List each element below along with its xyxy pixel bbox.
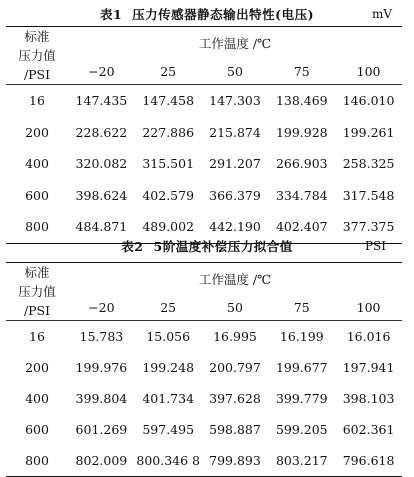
table-1-header-row: [6, 27, 402, 59]
table-2-caption-row: [0, 232, 414, 258]
column-header: 100: [356, 63, 381, 79]
cell-value: 601.269: [75, 422, 128, 437]
column-header: 100: [356, 299, 381, 315]
table-1-number: 表1: [99, 7, 123, 22]
cell-value: 228.622: [75, 124, 128, 140]
row-label: 800: [25, 453, 49, 468]
table-1-group-header: 工作温度 /℃: [198, 35, 272, 51]
cell-value: 402.407: [275, 219, 328, 235]
cell-value: 489.002: [142, 219, 195, 235]
cell-value: 15.056: [146, 329, 191, 344]
column-header: 25: [160, 299, 177, 315]
cell-value: 442.190: [209, 219, 261, 235]
table-2-header-row: [6, 263, 402, 295]
cell-value: 397.628: [209, 391, 261, 406]
cell-value: 796.618: [342, 453, 395, 468]
cell-value: 147.458: [142, 93, 195, 109]
cell-value: 16.995: [213, 329, 257, 344]
cell-value: 401.734: [142, 391, 195, 406]
cell-value: 138.469: [275, 93, 328, 109]
cell-value: 315.501: [142, 156, 195, 172]
cell-value: 16.016: [346, 329, 391, 344]
column-header: −20: [88, 63, 115, 79]
table-row: [6, 414, 402, 445]
cell-value: 334.784: [275, 187, 328, 203]
table-1-caption: [0, 5, 414, 23]
row-header-line: 压力值: [18, 284, 56, 299]
cell-value: 803.217: [275, 453, 328, 468]
row-label: 16: [29, 93, 45, 109]
row-label: 200: [25, 360, 49, 375]
cell-value: 377.375: [342, 219, 395, 235]
row-header-line: 压力值: [18, 48, 56, 63]
cell-value: 258.325: [342, 156, 395, 172]
cell-value: 399.779: [275, 391, 328, 406]
row-header-line: /PSI: [23, 303, 51, 318]
cell-value: 197.941: [342, 360, 395, 375]
table-1-unit: mV: [371, 7, 392, 21]
cell-value: 199.248: [142, 360, 195, 375]
cell-value: 266.903: [275, 156, 328, 172]
table-row: [6, 321, 402, 353]
table-row: [6, 445, 402, 477]
row-label: 16: [29, 329, 45, 344]
table-1-row-header: [6, 27, 68, 85]
table-row: [6, 180, 402, 212]
cell-value: 800.346 8: [136, 453, 200, 468]
table-2: [6, 262, 402, 477]
cell-value: 199.677: [275, 360, 328, 375]
cell-value: 799.893: [209, 453, 261, 468]
column-header: −20: [88, 299, 115, 315]
table-2-unit: PSI: [364, 239, 386, 253]
cell-value: 320.082: [75, 156, 128, 172]
cell-value: 402.579: [142, 187, 195, 203]
cell-value: 199.976: [75, 360, 128, 375]
cell-value: 802.009: [75, 453, 128, 468]
cell-value: 16.199: [279, 329, 324, 344]
row-label: 600: [25, 422, 49, 437]
table-2-block: [0, 232, 414, 468]
table-row: [6, 85, 402, 117]
table-2-caption: [0, 237, 414, 255]
table-1: [6, 26, 402, 244]
cell-value: 317.548: [342, 187, 395, 203]
cell-value: 599.205: [275, 422, 328, 437]
table-2-row-header: [6, 263, 68, 321]
cell-value: 398.103: [342, 391, 395, 406]
row-label: 600: [25, 187, 49, 203]
cell-value: 199.261: [342, 124, 395, 140]
cell-value: 227.886: [142, 124, 195, 140]
cell-value: 146.010: [342, 93, 395, 109]
row-label: 200: [25, 124, 49, 140]
table-1-title: 压力传感器静态输出特性(电压): [132, 7, 315, 22]
cell-value: 366.379: [209, 187, 261, 203]
column-header: 75: [293, 63, 310, 79]
row-header-line: /PSI: [23, 67, 51, 82]
table-row: [6, 383, 402, 414]
row-label: 400: [25, 391, 49, 406]
row-label: 400: [25, 156, 49, 172]
cell-value: 147.303: [209, 93, 261, 109]
table-row: [6, 352, 402, 383]
cell-value: 598.887: [209, 422, 261, 437]
cell-value: 147.435: [75, 93, 128, 109]
table-1-caption-row: [0, 0, 414, 26]
row-header-line: 标准: [24, 29, 50, 44]
cell-value: 484.871: [75, 219, 128, 235]
column-header: 50: [227, 299, 243, 315]
cell-value: 597.495: [142, 422, 195, 437]
cell-value: 398.624: [75, 187, 128, 203]
table-row: [6, 117, 402, 149]
column-header: 25: [160, 63, 177, 79]
cell-value: 291.207: [209, 156, 261, 172]
cell-value: 399.804: [75, 391, 128, 406]
row-header-line: 标准: [24, 265, 50, 280]
table-2-group-header: 工作温度 /℃: [198, 271, 272, 287]
cell-value: 199.928: [275, 124, 328, 140]
table-2-number: 表2: [121, 239, 144, 254]
table-1-block: [0, 0, 414, 235]
cell-value: 602.361: [342, 422, 395, 437]
column-header: 50: [227, 63, 243, 79]
column-header: 75: [293, 299, 310, 315]
table-2-title: 5阶温度补偿压力拟合值: [153, 239, 293, 254]
table-row: [6, 148, 402, 180]
cell-value: 200.797: [209, 360, 261, 375]
row-label: 800: [25, 219, 49, 235]
cell-value: 15.783: [79, 329, 124, 344]
cell-value: 215.874: [209, 124, 261, 140]
